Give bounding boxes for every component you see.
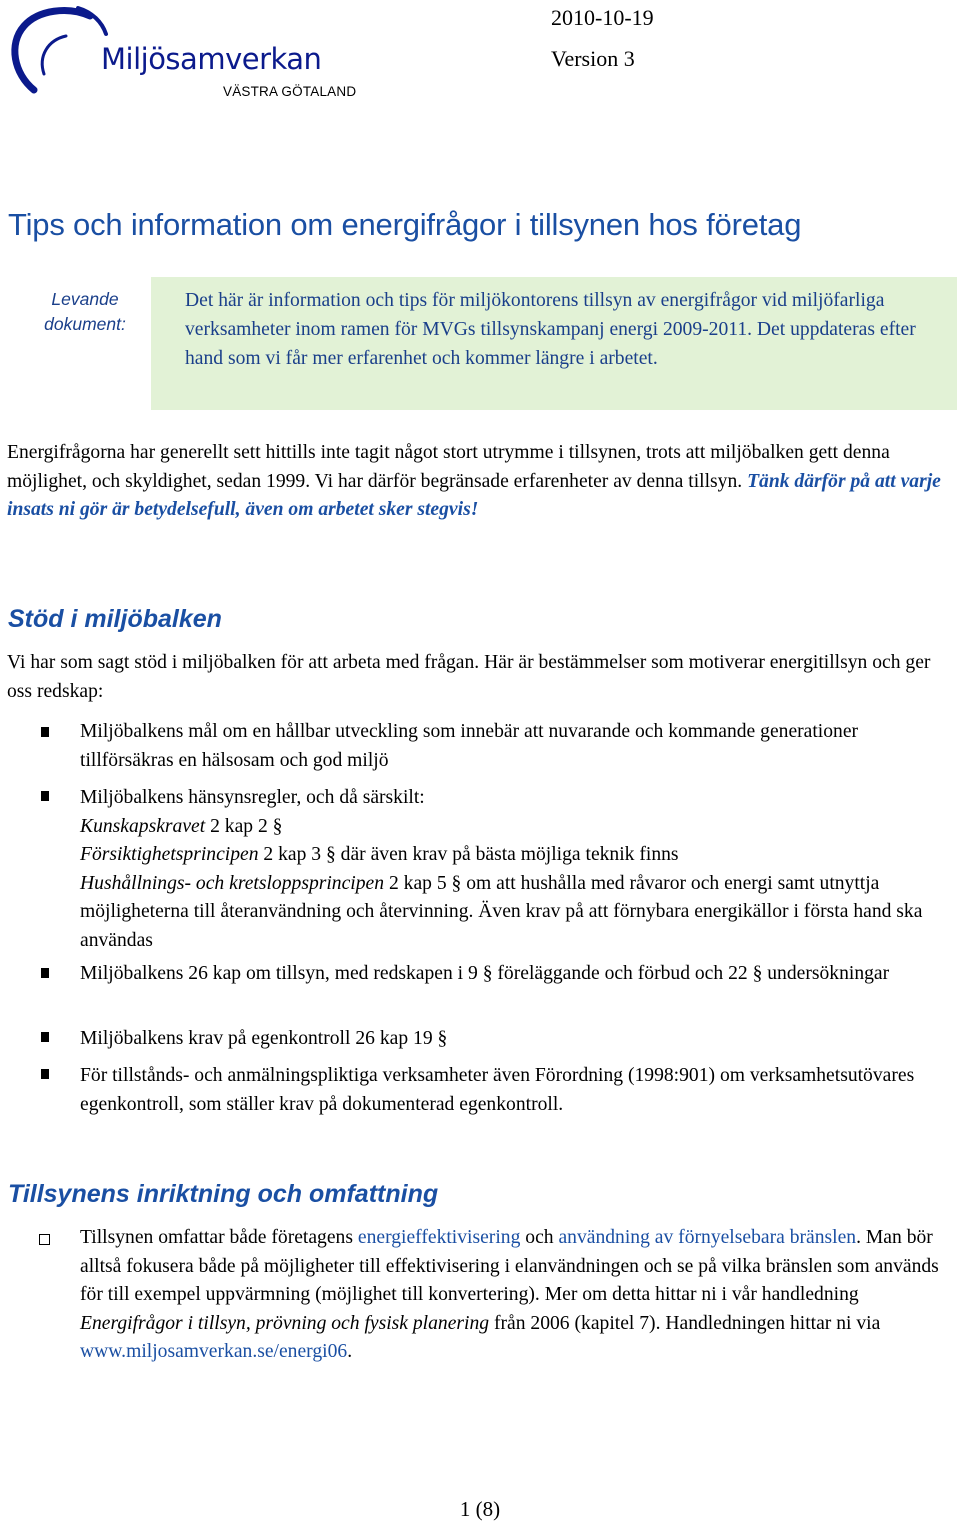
logo-name: Miljösamverkan (101, 42, 322, 76)
logo (4, 4, 384, 100)
paragraph-1-text: Energifrågorna har generellt sett hittills inte tagit något stort utrymme i tillsynen, trots att miljöbalken gett denna möjlighet, och skyldighet, sedan 1999. Vi har därför begränsade erfarenheter av denna tillsyn. (7, 442, 890, 492)
page-number: 1 (8) (459, 1497, 501, 1521)
bullet-icon (41, 791, 49, 801)
logo-swoosh-icon (4, 4, 114, 96)
list-subitem: Kunskapskravet 2 kap 2 § (80, 815, 283, 837)
handbook-link[interactable]: www.miljosamverkan.se/energi06 (80, 1341, 348, 1362)
term-link: energieffektivisering (357, 1227, 521, 1248)
term-link: användning av förnyelsebara bränslen (558, 1227, 857, 1248)
bullet-icon (41, 1069, 49, 1079)
intro-box (151, 277, 957, 410)
list-item-head: Miljöbalkens hänsynsregler, och då särskilt: (80, 787, 425, 808)
logo-region: VÄSTRA GÖTALAND (223, 84, 357, 99)
section-1-intro: Vi har som sagt stöd i miljöbalken för att arbeta med frågan. Här är bestämmelser som motiverar energitillsyn och ger oss redskap: (7, 652, 931, 702)
list-item: Miljöbalkens mål om en hållbar utveckling som innebär att nuvarande och kommande generationer tillförsäkras en hälsosam och god miljö (80, 721, 859, 771)
list-item: Miljöbalkens 26 kap om tillsyn, med redskapen i 9 § föreläggande och förbud och 22 § undersökningar (80, 963, 890, 984)
paragraph-1-emphasis: Tänk därför på att varje insats ni gör är betydelsefull, även om arbetet sker stegvis! (7, 470, 941, 520)
handbook-title: Energifrågor i tillsyn, prövning och fysisk planering (80, 1312, 490, 1334)
list-item: För tillstånds- och anmälningspliktiga verksamheter även Förordning (1998:901) om verksamhetsutövares egenkontroll, som ställer krav på dokumenterad egenkontroll. (80, 1065, 915, 1115)
list-subitem: Hushållnings- och kretsloppsprincipen 2 kap 5 § om att hushålla med råvaror och energi samt utnyttja möjligheterna till återanvändning och återvinning. Även krav på att förnybara energikällor i första hand ska användas (80, 872, 923, 951)
section-heading-tillsyn: Tillsynens inriktning och omfattning (8, 1180, 439, 1208)
list-item (80, 784, 956, 955)
bullet-icon (41, 727, 49, 737)
intro-label: Levande dokument: (44, 289, 126, 334)
document-version: Version 3 (551, 46, 635, 71)
term: Försiktighetsprincipen (80, 844, 259, 865)
intro-text: Det här är information och tips för miljökontorens tillsyn av energifrågor vid miljöfarliga verksamheter inom ramen för MVGs tillsynskampanj energi 2009-2011. Det uppdateras efter hand som vi får mer erfarenhet och kommer längre i arbetet. (185, 290, 916, 369)
bullet-icon (41, 968, 49, 978)
document-date: 2010-10-19 (551, 5, 654, 30)
checkbox-bullet-icon (39, 1234, 50, 1245)
section-heading-stod: Stöd i miljöbalken (8, 605, 222, 633)
page-title: Tips och information om energifrågor i tillsynen hos företag (8, 207, 802, 242)
term: Kunskapskravet (80, 815, 206, 837)
paragraph-1 (7, 439, 957, 525)
list-item: Miljöbalkens krav på egenkontroll 26 kap 19 § (80, 1028, 448, 1049)
list-subitem: Försiktighetsprincipen 2 kap 3 § där även krav på bästa möjliga teknik finns (80, 844, 679, 865)
list-item: Tillsynen omfattar både företagens energieffektivisering och användning av förnyelsebara bränslen. Man bör alltså fokusera både på möjligheter till effektivisering i elanvändningen och se på vilka bränslen som används för till exempel uppvärmning (möjlighet till konvertering). Mer om detta hittar ni i vår handledning Energifrågor i tillsyn, prövning och fysisk planering från 2006 (kapitel 7). Handledningen hittar ni via www.miljosamverkan.se/energi06. (80, 1227, 939, 1362)
term: Hushållnings- och kretsloppsprincipen (80, 872, 385, 894)
bullet-icon (41, 1032, 49, 1042)
